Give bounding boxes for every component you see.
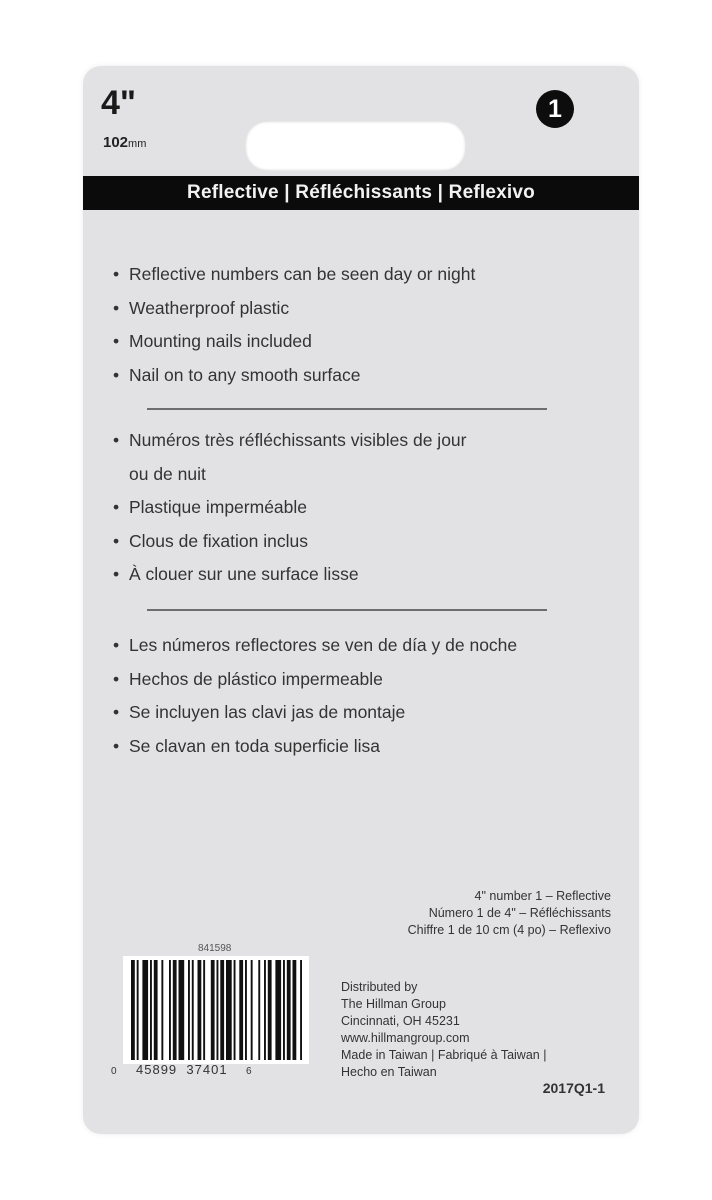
- barcode-bar: [251, 960, 253, 1060]
- barcode-bars: [123, 956, 309, 1064]
- size-mm-value: 102: [103, 134, 129, 151]
- feature-item: • À clouer sur une surface lisse: [113, 558, 467, 592]
- barcode-bar: [275, 960, 281, 1060]
- features-french: [113, 424, 467, 592]
- description-line: 4" number 1 – Reflective: [474, 889, 611, 903]
- batch-code: 2017Q1-1: [542, 1080, 605, 1096]
- barcode-bar: [161, 960, 163, 1060]
- barcode-bar: [192, 960, 194, 1060]
- feature-item-continuation: ou de nuit: [129, 463, 206, 484]
- barcode-bar: [300, 960, 302, 1060]
- barcode-bar: [283, 960, 285, 1060]
- size-inches: 4": [101, 84, 137, 122]
- upc-right: 37401: [186, 1062, 228, 1077]
- upc-left: 45899: [136, 1062, 178, 1077]
- barcode-bar: [154, 960, 158, 1060]
- barcode-bar: [258, 960, 260, 1060]
- feature-item: • Mounting nails included: [113, 325, 475, 359]
- size-mm-unit: mm: [128, 138, 147, 150]
- feature-item: • Numéros très réfléchissants visibles de jour: [113, 424, 467, 458]
- upc-end: 6: [246, 1066, 253, 1077]
- barcode-bar: [264, 960, 266, 1060]
- feature-item: • Les números reflectores se ven de día y de noche: [113, 629, 517, 663]
- barcode-bar: [234, 960, 236, 1060]
- size-millimeters: [103, 134, 146, 151]
- feature-item: • Se incluyen las clavi jas de montaje: [113, 696, 517, 730]
- feature-item: • Clous de fixation inclus: [113, 525, 467, 559]
- feature-item: • Plastique imperméable: [113, 491, 467, 525]
- description-line: Número 1 de 4" – Réfléchissants: [428, 906, 611, 920]
- distributor-line: www.hillmangroup.com: [341, 1031, 470, 1045]
- barcode-bar: [203, 960, 205, 1060]
- product-description: [408, 888, 611, 939]
- distributor-line: The Hillman Group: [341, 997, 446, 1011]
- barcode-bar: [239, 960, 243, 1060]
- barcode-bar: [217, 960, 219, 1060]
- barcode-bar: [245, 960, 247, 1060]
- barcode-bar: [169, 960, 171, 1060]
- barcode-bar: [220, 960, 224, 1060]
- barcode-bar: [226, 960, 232, 1060]
- barcode-bar: [188, 960, 190, 1060]
- feature-item: • Nail on to any smooth surface: [113, 359, 475, 393]
- sku-number: 841598: [198, 943, 232, 954]
- features-spanish: [113, 629, 517, 763]
- barcode: [123, 956, 309, 1064]
- barcode-bar: [293, 960, 297, 1060]
- upc-digits: [111, 1062, 253, 1077]
- feature-item: • Weatherproof plastic: [113, 292, 475, 326]
- distributor-line: Distributed by: [341, 980, 418, 994]
- feature-item: • Se clavan en toda superficie lisa: [113, 730, 517, 764]
- barcode-bar: [211, 960, 215, 1060]
- upc-start: 0: [111, 1066, 118, 1077]
- description-line: Chiffre 1 de 10 cm (4 po) – Reflexivo: [407, 923, 611, 937]
- barcode-bar: [142, 960, 148, 1060]
- distributor-info: [341, 979, 546, 1081]
- barcode-bar: [179, 960, 185, 1060]
- hang-hole: [245, 121, 466, 171]
- distributor-line: Hecho en Taiwan: [341, 1065, 437, 1079]
- feature-item: • Reflective numbers can be seen day or night: [113, 258, 475, 292]
- number-badge: 1: [536, 90, 574, 128]
- barcode-bar: [150, 960, 152, 1060]
- feature-item: • Hechos de plástico impermeable: [113, 663, 517, 697]
- barcode-bar: [137, 960, 139, 1060]
- barcode-bar: [268, 960, 272, 1060]
- section-divider: [147, 408, 547, 410]
- distributor-line: Made in Taiwan | Fabriqué à Taiwan |: [341, 1048, 547, 1062]
- blister-card: [83, 66, 639, 1134]
- features-english: [113, 258, 475, 392]
- section-divider: [147, 609, 547, 611]
- barcode-bar: [173, 960, 177, 1060]
- title-band: Reflective | Réfléchissants | Reflexivo: [83, 176, 639, 210]
- distributor-line: Cincinnati, OH 45231: [341, 1014, 460, 1028]
- barcode-bar: [131, 960, 135, 1060]
- barcode-bar: [198, 960, 202, 1060]
- barcode-bar: [287, 960, 291, 1060]
